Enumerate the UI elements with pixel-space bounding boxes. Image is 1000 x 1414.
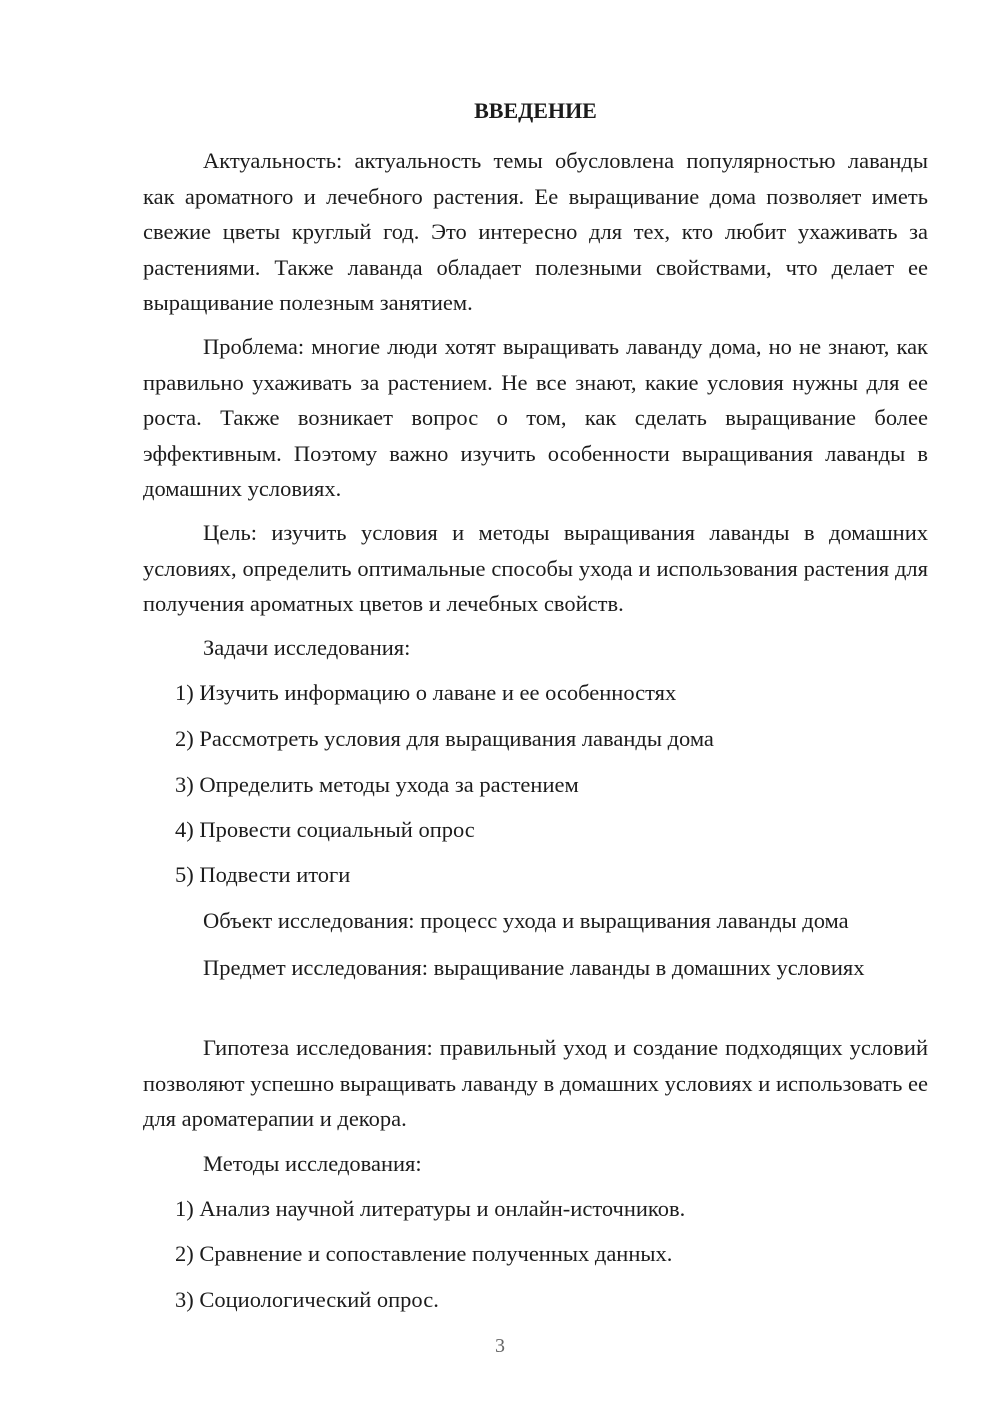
method-item: 3) Социологический опрос. (175, 1287, 439, 1312)
hypothesis-paragraph: Гипотеза исследования: правильный уход и создание подходящих условий позволяют успешно выращивать лаванду в домашних условиях и использовать ее для ароматерапии и декора. (143, 1035, 928, 1131)
object-paragraph: Объект исследования: процесс ухода и выращивания лаванды дома (203, 908, 849, 933)
task-item: 5) Подвести итоги (175, 862, 351, 887)
methods-heading: Методы исследования: (203, 1151, 422, 1176)
section-title: ВВЕДЕНИЕ (474, 98, 597, 123)
page-number: 3 (495, 1335, 505, 1357)
subject-paragraph: Предмет исследования: выращивание лаванды в домашних условиях (203, 955, 865, 980)
task-item: 3) Определить методы ухода за растением (175, 772, 579, 797)
relevance-paragraph: Актуальность: актуальность темы обусловлена популярностью лаванды как ароматного и лечебного растения. Ее выращивание дома позволяет иметь свежие цветы круглый год. Это интересно для тех, кто любит ухаживать за растениями. Также лаванда обладает полезными свойствами, что делает ее выращивание полезным занятием. (143, 148, 928, 315)
tasks-heading: Задачи исследования: (203, 635, 411, 660)
method-item: 1) Анализ научной литературы и онлайн-источников. (175, 1196, 686, 1221)
goal-paragraph: Цель: изучить условия и методы выращивания лаванды в домашних условиях, определить оптимальные способы ухода и использования растения для получения ароматных цветов и лечебных свойств. (143, 520, 928, 616)
task-item: 4) Провести социальный опрос (175, 817, 475, 842)
task-item: 2) Рассмотреть условия для выращивания лаванды дома (175, 726, 714, 751)
problem-paragraph: Проблема: многие люди хотят выращивать лаванду дома, но не знают, как правильно ухаживать за растением. Не все знают, какие условия нужны для ее роста. Также возникает вопрос о том, как сделать выращивание более эффективным. Поэтому важно изучить особенности выращивания лаванды в домашних условиях. (143, 334, 928, 501)
task-item: 1) Изучить информацию о лаване и ее особенностях (175, 680, 677, 705)
method-item: 2) Сравнение и сопоставление полученных данных. (175, 1241, 673, 1266)
